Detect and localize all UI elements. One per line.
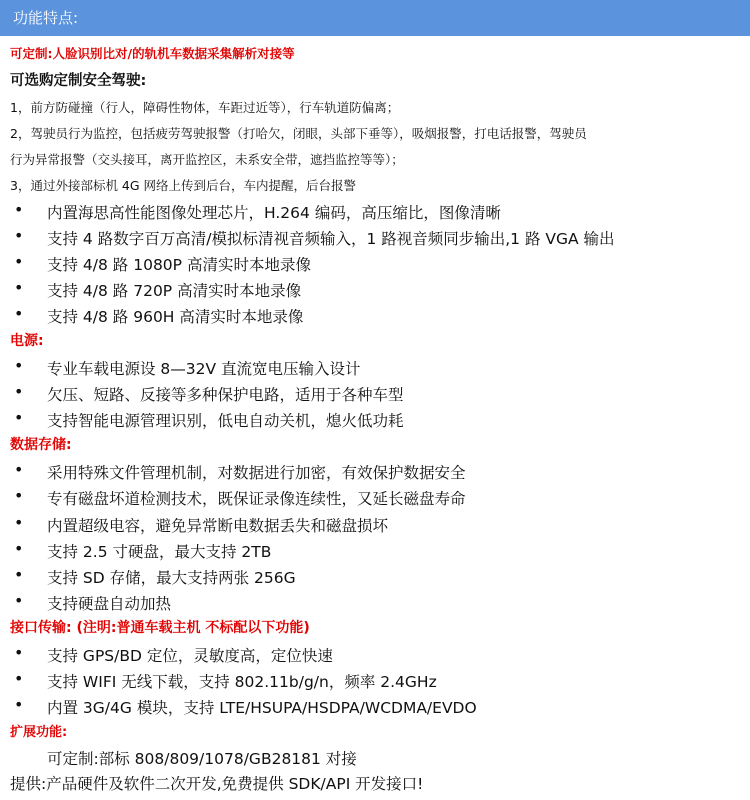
section-header-title: 功能特点: xyxy=(13,9,79,27)
bullet-text: 内置超级电容，避免异常断电数据丢失和磁盘损坏 xyxy=(47,517,389,535)
bullet-text: 支持硬盘自动加热 xyxy=(47,595,172,613)
bullet-text: 支持 2.5 寸硬盘，最大支持 2TB xyxy=(47,543,272,561)
bullet-icon: • xyxy=(14,408,24,427)
power-heading: 电源: xyxy=(10,333,44,349)
bullet-icon: • xyxy=(14,460,24,479)
bullet-text: 支持 4/8 路 720P 高清实时本地录像 xyxy=(47,282,302,300)
bullet-icon: • xyxy=(14,382,24,401)
extension-heading: 扩展功能: xyxy=(10,725,68,740)
custom-note: 可定制:人脸识别比对/的轨机车数据采集解析对接等 xyxy=(10,46,295,61)
bullet-text: 支持 4/8 路 960H 高清实时本地录像 xyxy=(47,308,304,326)
bullet-icon: • xyxy=(14,695,24,714)
interface-heading: 接口传输: (注明:普通车载主机 不标配以下功能) xyxy=(10,620,310,636)
bullet-text: 支持 4 路数字百万高清/模拟标清视音频输入，1 路视音频同步输出,1 路 VGA 输出 xyxy=(47,230,615,248)
extension-custom-line: 可定制:部标 808/809/1078/GB28181 对接 xyxy=(47,750,357,768)
bullet-icon: • xyxy=(14,226,24,245)
bullet-icon: • xyxy=(14,200,24,219)
bullet-text: 支持 GPS/BD 定位，灵敏度高，定位快速 xyxy=(47,647,333,665)
bullet-text: 专有磁盘坏道检测技术，既保证录像连续性，又延长磁盘寿命 xyxy=(47,490,466,508)
bullet-text: 内置海思高性能图像处理芯片，H.264 编码，高压缩比，图像清晰 xyxy=(47,204,501,222)
bullet-text: 专业车载电源设 8—32V 直流宽电压输入设计 xyxy=(47,360,361,378)
bullet-icon: • xyxy=(14,643,24,662)
bullet-icon: • xyxy=(14,539,24,558)
bullet-text: 支持 WIFI 无线下载，支持 802.11b/g/n，频率 2.4GHz xyxy=(47,673,437,691)
bullet-icon: • xyxy=(14,513,24,532)
bullet-text: 内置 3G/4G 模块，支持 LTE/HSUPA/HSDPA/WCDMA/EVDO xyxy=(47,699,477,717)
safety-item: 1，前方防碰撞（行人，障碍性物体，车距过近等），行车轨道防偏离； xyxy=(10,100,400,115)
safety-heading: 可选购定制安全驾驶: xyxy=(10,73,147,89)
safety-item: 行为异常报警（交头接耳，离开监控区，未系安全带，遮挡监控等等）； xyxy=(10,152,404,167)
bullet-text: 支持智能电源管理识别，低电自动关机，熄火低功耗 xyxy=(47,412,404,430)
storage-heading: 数据存储: xyxy=(10,437,72,453)
bullet-icon: • xyxy=(14,278,24,297)
bullet-text: 欠压、短路、反接等多种保护电路，适用于各种车型 xyxy=(47,386,404,404)
bullet-icon: • xyxy=(14,304,24,323)
safety-item: 3，通过外接部标机 4G 网络上传到后台，车内提醒，后台报警 xyxy=(10,178,357,193)
safety-item: 2，驾驶员行为监控，包括疲劳驾驶报警（打哈欠，闭眼，头部下垂等），吸烟报警，打电话报警，驾驶员 xyxy=(10,126,587,141)
bullet-icon: • xyxy=(14,591,24,610)
bullet-icon: • xyxy=(14,486,24,505)
bullet-icon: • xyxy=(14,356,24,375)
section-header-bar xyxy=(0,0,750,36)
bullet-icon: • xyxy=(14,565,24,584)
bullet-text: 支持 4/8 路 1080P 高清实时本地录像 xyxy=(47,256,311,274)
bullet-text: 支持 SD 存储，最大支持两张 256G xyxy=(47,569,296,587)
extension-provide-line: 提供:产品硬件及软件二次开发,免费提供 SDK/API 开发接口! xyxy=(10,775,424,793)
bullet-icon: • xyxy=(14,669,24,688)
bullet-icon: • xyxy=(14,252,24,271)
bullet-text: 采用特殊文件管理机制，对数据进行加密，有效保护数据安全 xyxy=(47,464,466,482)
